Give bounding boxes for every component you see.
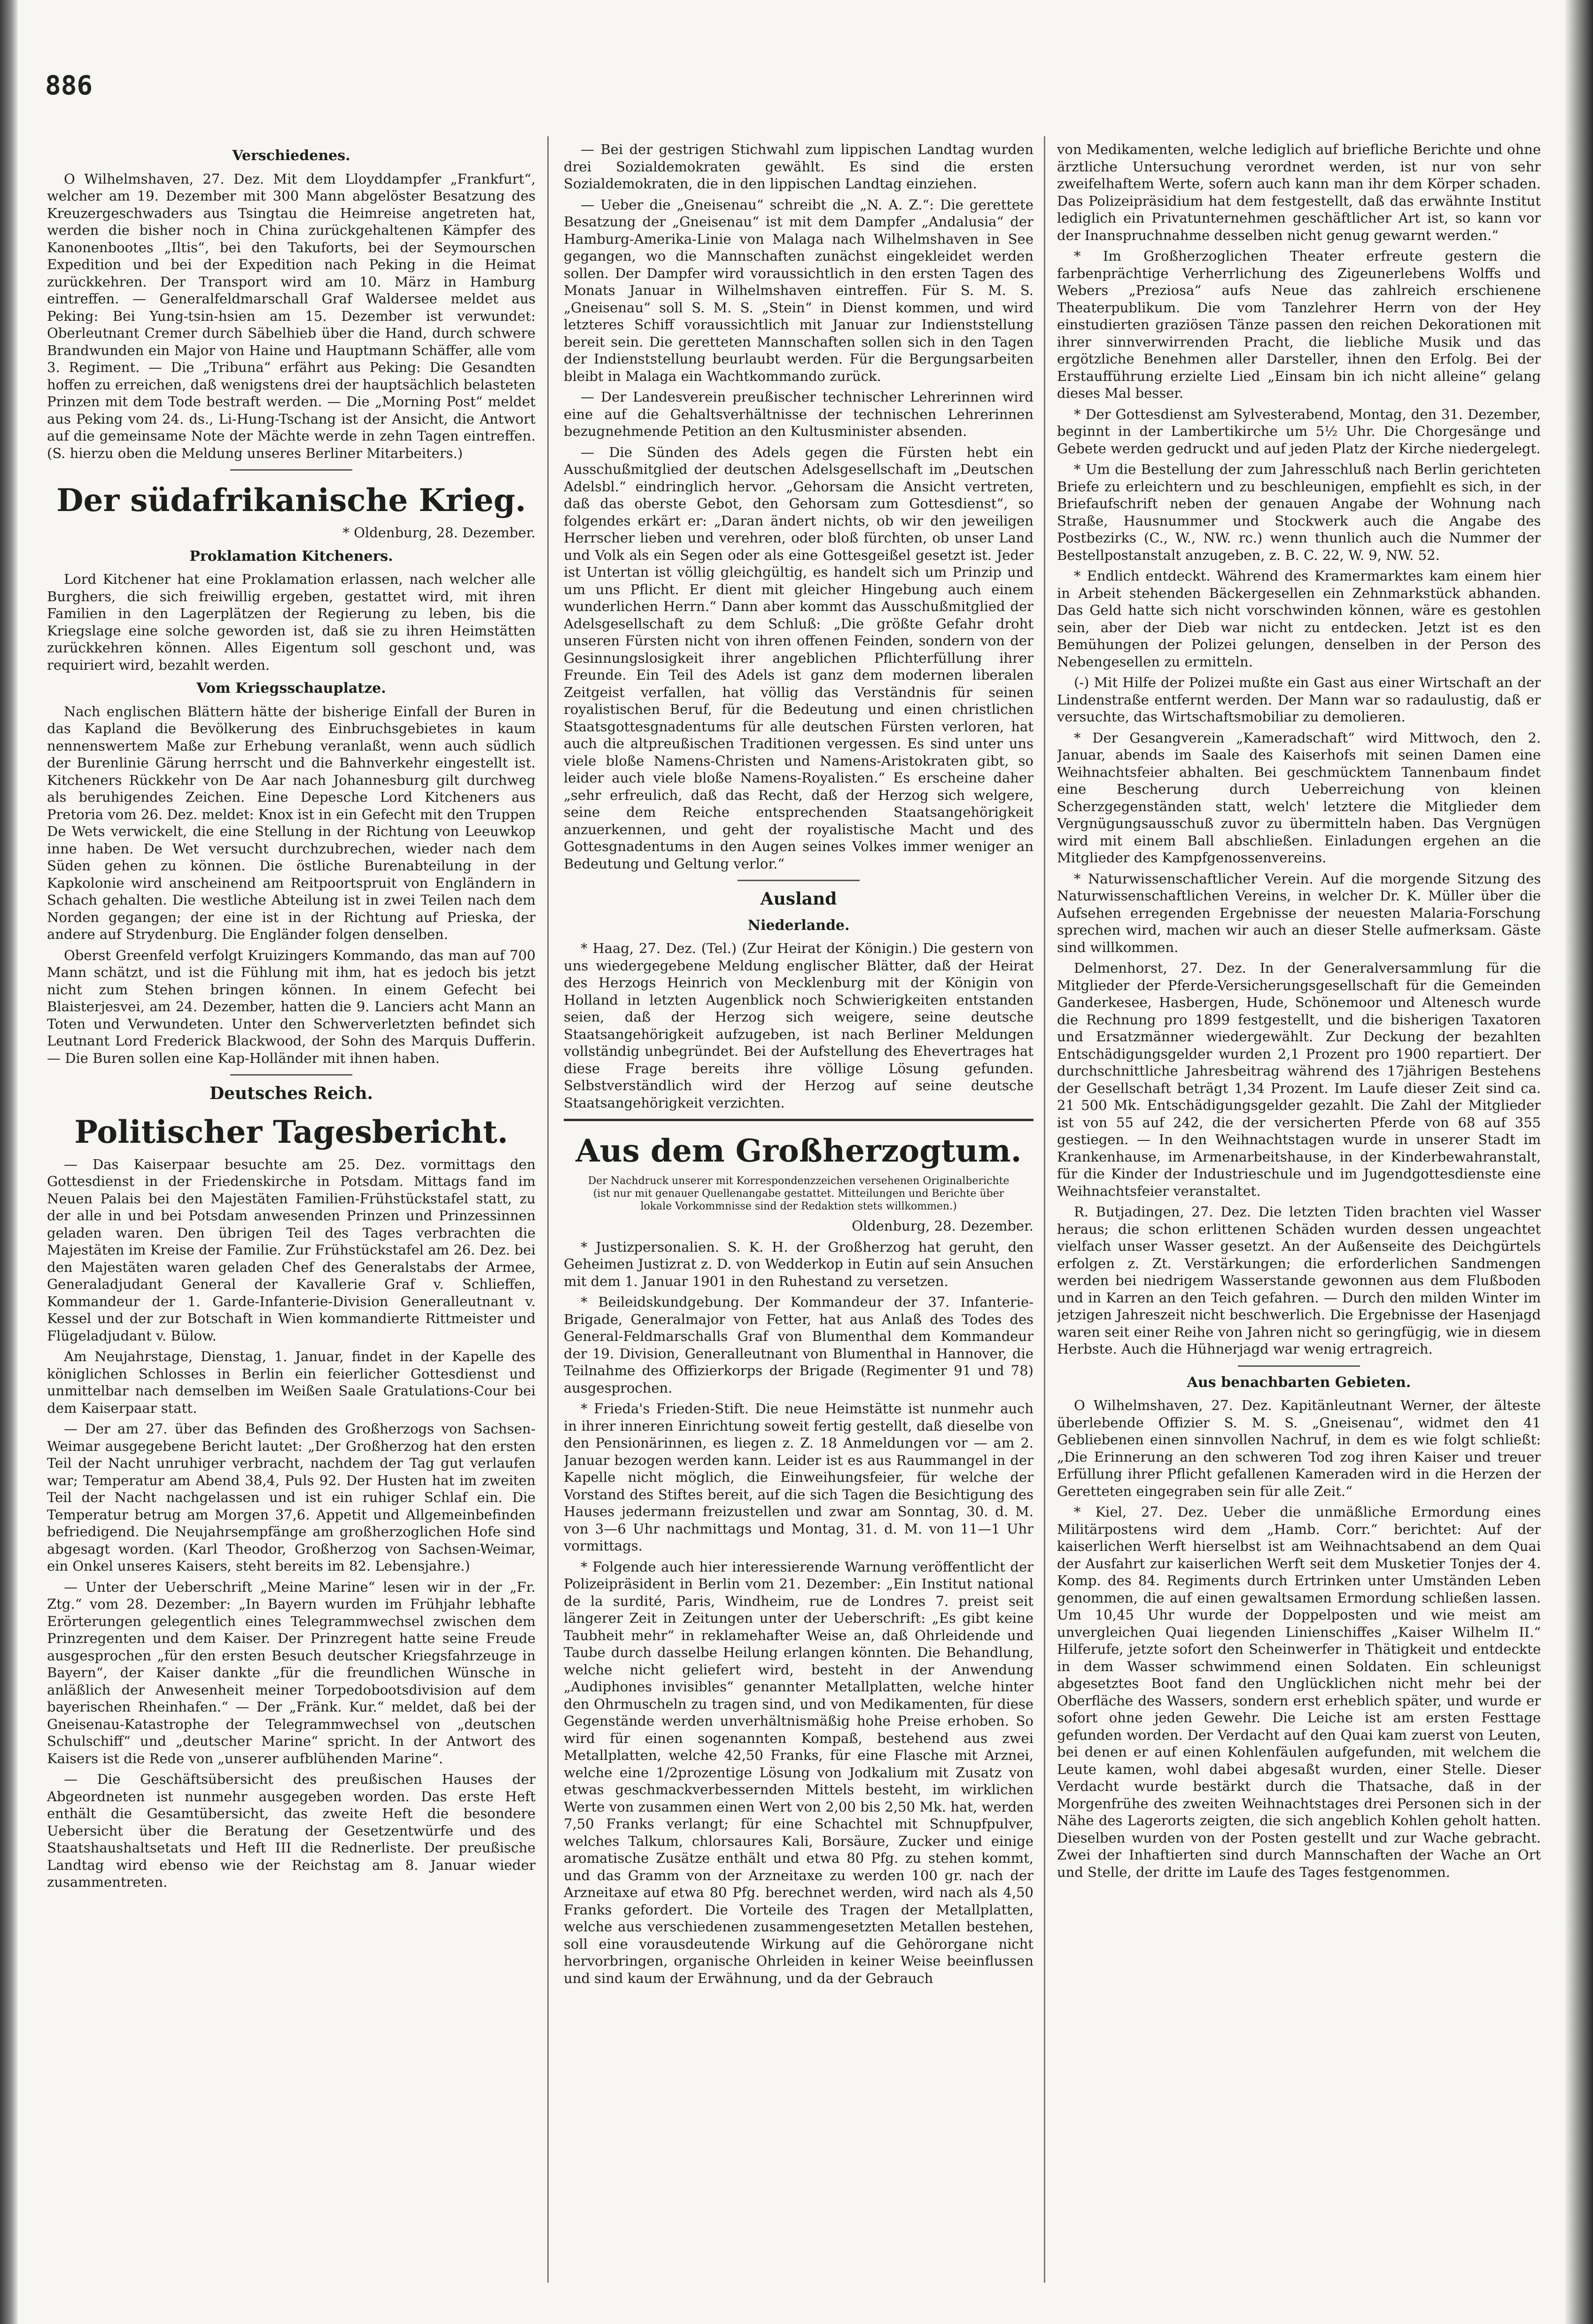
article-paragraph: Nach englischen Blättern hätte der bisherige Einfall der Buren in das Kapland die Bevölkerung des Einbruchsgebietes in kaum nennenswertem Maße zur Erhebung veranlaßt, wenn auch südlich der Burenlinie Gärung herrscht und die Bahnverkehr eingestellt ist. Kitcheners Rückkehr von De Aar nach Johannesburg gilt durchweg als beruhigendes Zeichen. Eine Depesche Lord Kitcheners aus Pretoria vom 26. Dez. meldet: Knox ist in ein Gefecht mit den Truppen De Wets verwickelt, die eine Stellung in der Richtung von Leeuwkop inne haben. De Wet versucht durchzubrechen, wieder nach dem Süden gehen zu können. Die östliche Burenabteilung in der Kapkolonie wird anscheinend am Reitpoortspruit von Engländern in Schach gehalten. Die westliche Abteilung ist in zwei Teilen nach dem Norden gegangen; der eine ist in der Richtung auf Prieska, der andere auf Strydenburg. Die Engländer folgen denselben. — [47, 703, 536, 942]
subheading-proklamation: Proklamation Kitcheners. — [189, 548, 393, 565]
article-paragraph: — Die Geschäftsübersicht des preußischen Hauses der Abgeordneten ist nunmehr ausgegeben worden. Das erste Heft enthält die Gesamtübersicht, das zweite Heft die besondere Uebersicht über die Beratung der Gesetzentwürfe und des Staatshaushaltsetats und Heft III die Rednerliste. Der preußische Landtag wird ebenso wie der Reichstag am 8. Januar wieder zusammentreten. — [47, 1771, 536, 1890]
column-right — [1057, 141, 1541, 2283]
subheading-kriegsschauplatz: Vom Kriegsschauplatze. — [196, 680, 386, 697]
section-heading-nachbar: Aus benachbarten Gebieten. — [1187, 1374, 1411, 1391]
article-paragraph: Am Neujahrstage, Dienstag, 1. Januar, findet in der Kapelle des königlichen Schlosses in Berlin ein feierlicher Gottesdienst und unmittelbar nach demselben im Weißen Saale Gratulations-Cour bei dem Kaiserpaar statt. — [47, 1348, 536, 1416]
article-paragraph: * Justizpersonalien. S. K. H. der Großherzog hat geruht, den Geheimen Justizrat z. D. von Wedderkop in Eutin auf sein Ansuchen mit dem 1. Januar 1901 in den Ruhestand zu versetzen. — [564, 1239, 1034, 1289]
article-paragraph: — Der Landesverein preußischer technischer Lehrerinnen wird eine auf die Gehaltsverhältnisse der technischen Lehrerinnen bezugnehmende Petition an den Kultusminister absenden. — [564, 389, 1034, 439]
article-paragraph: O Wilhelmshaven, 27. Dez. Mit dem Lloyddampfer „Frankfurt“, welcher am 19. Dezember mit 300 Mann abgelöster Besatzung des Kreuzergeschwaders aus Tsingtau die Heimreise angetreten hat, werden die bisher noch in China zurückgehaltenen Kämpfer des Kanonenbootes „Iltis“, bei den Takuforts, bei der Seymourschen Expedition und bei der Expedition nach Peking in die Heimat zurückkehren. Der Transport wird am 10. März in Hamburg eintreffen. — Generalfeldmarschall Graf Waldersee meldet aus Peking: Bei Yung-tsin-hsien am 15. Dezember ist verwundet: Oberleutnant Cremer durch Säbelhieb über die Hand, durch schwere Brandwunden ein Major von Haine und Hauptmann Schäffer, alle vom 3. Regiment. — Die „Tribuna“ erfährt aus Peking: Die Gesandten hoffen zu erreichen, daß wenigstens drei der hauptsächlich belasteten Prinzen mit dem Tode bestraft werden. — Die „Morning Post“ meldet aus Peking vom 24. ds., Li-Hung-Tschang ist der Ansicht, die Antwort auf die gemeinsame Note der Mächte werde in zehn Tagen eintreffen. (S. hierzu oben die Meldung unseres Berliner Mitarbeiters.) — [47, 170, 536, 461]
dateline: * Oldenburg, 28. Dezember. — [342, 525, 536, 541]
article-paragraph: * Der Gottesdienst am Sylvesterabend, Montag, den 31. Dezember, beginnt in der Lambertikirche um 5½ Uhr. Die Chorgesänge und Gebete werden gedruckt und auf jeden Platz der Kirche niedergelegt. — [1057, 406, 1541, 457]
article-paragraph: — Ueber die „Gneisenau“ schreibt die „N. A. Z.“: Die gerettete Besatzung der „Gneisenau“ ist mit dem Dampfer „Andalusia“ der Hamburg-Amerika-Linie von Malaga nach Wilhelmshaven in See gegangen, wo die Mannschaften zunächst eingekleidet werden sollen. Der Dampfer wird voraussichtlich in den ersten Tagen des Monats Januar in Wilhelmshaven eintreffen. Für S. M. S. „Gneisenau“ soll S. M. S. „Stein“ in Dienst kommen, und wird letzteres Schiff voraussichtlich mit Januar zur Indienststellung bereit sein. Die geretteten Mannschaften sollen sich in den Tagen der Indienststellung beurlaubt werden. Für die Bergungsarbeiten bleibt in Malaga ein Wachtkommando zurück. — [564, 196, 1034, 384]
divider — [230, 1074, 352, 1076]
column-middle — [564, 141, 1034, 2283]
divider — [738, 880, 860, 881]
section-heading-verschiedenes: Verschiedenes. — [232, 147, 350, 164]
column-rule — [547, 136, 549, 2283]
section-heading-reich: Deutsches Reich. — [209, 1084, 373, 1103]
divider — [1238, 1365, 1360, 1367]
article-paragraph: Oberst Greenfeld verfolgt Kruizingers Kommando, das man auf 700 Mann schätzt, und ist die Fühlung mit ihm, hat es jedoch bis jetzt nicht zum Stehen bringen können. In einem Gefecht bei Blaisterjesvei, am 24. Dezember, hatten die 9. Lanciers acht Mann an Toten und Verwundeten. Unter den Schwerverletzten befindet sich Leutnant Lord Frederick Blackwood, der Sohn des Marquis Dufferin. — Die Buren sollen eine Kap-Holländer mit ihnen haben. — [47, 947, 536, 1066]
article-paragraph: — Der am 27. über das Befinden des Großherzogs von Sachsen-Weimar ausgegebene Bericht lautet: „Der Großherzog hat den ersten Teil der Nacht unruhiger verbracht, nachdem der Tag gut verlaufen war; Temperatur am Abend 38,4, Puls 92. Der Husten hat im zweiten Teil der Nacht nachgelassen und ist ein ruhiger Schlaf ein. Die Temperatur betrug am Morgen 37,6. Appetit und Allgemeinbefinden befriedigend. Die Neujahrsempfänge am großherzoglichen Hofe sind abgesagt worden. (Karl Theodor, Großherzog von Sachsen-Weimar, ein Onkel unseres Kaisers, steht bereits im 82. Lebensjahre.) — [47, 1421, 536, 1574]
scan-edge-right — [1565, 0, 1593, 2324]
article-paragraph: Lord Kitchener hat eine Proklamation erlassen, nach welcher alle Burghers, die sich freiwillig ergeben, gestattet wird, mit ihren Familien in den Lagerplätzen der Regierung zu leben, bis die Kriegslage eine solche geworden ist, daß sie zu ihren Heimstätten zurückkehren können. Alles Eigentum soll geschont und, was requiriert wird, bezahlt werden. — [47, 571, 536, 673]
divider — [230, 469, 352, 471]
article-paragraph: * Endlich entdeckt. Während des Kramermarktes kam einem hier in Arbeit stehenden Bäckergesellen ein Zehnmarkstück abhanden. Das Geld hatte sich nicht vorschwinden können, wäre es gestohlen sein, aber der Dieb war nicht zu entdecken. Jetzt ist es den Bemühungen der Polizei gelungen, denselben in der Person des Nebengesellen zu ermitteln. — [1057, 568, 1541, 670]
divider — [564, 1119, 1034, 1121]
article-paragraph: * Beileidskundgebung. Der Kommandeur der 37. Infanterie-Brigade, Generalmajor von Fetter, hat aus Anlaß des Todes des General-Feldmarschalls Graf von Blumenthal dem Kommandeur der 19. Division, Generalleutnant von Blumenthal in Hannover, die Teilnahme des Offizierkorps der Brigade (Regimenter 91 und 78) ausgesprochen. — [564, 1294, 1034, 1396]
section-heading-krieg: Der südafrikanische Krieg. — [56, 482, 526, 519]
article-paragraph: * Naturwissenschaftlicher Verein. Auf die morgende Sitzung des Naturwissenschaftlichen Vereins, in welcher Dr. K. Müller über die Aufsehen erregenden Ergebnisse der neuesten Malaria-Forschung sprechen wird, machen wir auch an dieser Stelle aufmerksam. Gäste sind willkommen. — [1057, 870, 1541, 955]
article-paragraph: Delmenhorst, 27. Dez. In der Generalversammlung für die Mitglieder der Pferde-Versicherungsgesellschaft für die Gemeinden Ganderkesee, Hasbergen, Hude, Schönemoor und Altenesch wurde die Rechnung pro 1899 festgestellt, und die bisherigen Taxatoren und Ersatzmänner wiedergewählt. Zur Deckung der bezahlten Entschädigungsgelder wurden 2,1 Prozent pro 1900 repartiert. Der durchschnittliche Jahresbeitrag während des 17jährigen Bestehens der Gesellschaft beträgt 1,34 Prozent. Im Laufe dieser Zeit sind ca. 21 500 Mk. Entschädigungsgelder gezahlt. Die Zahl der Mitglieder ist von 55 auf 242, die der versicherten Pferde von 68 auf 355 gestiegen. — In den Weihnachtstagen wurde in unserer Stadt im Krankenhause, im Armenarbeitshause, in der Kinderbewahranstalt, für die Kinder der Industrieschule und im Jugendgottesdienste eine Weihnachtsfeier veranstaltet. — [1057, 960, 1541, 1199]
scan-edge-left — [0, 0, 18, 2324]
article-paragraph: (-) Mit Hilfe der Polizei mußte ein Gast aus einer Wirtschaft an der Lindenstraße entfernt werden. Der Mann war so radaulustig, daß er versuchte, das Wirtschaftsmobiliar zu demolieren. — [1057, 674, 1541, 725]
column-left — [47, 141, 536, 2283]
article-paragraph: — Bei der gestrigen Stichwahl zum lippischen Landtag wurden drei Sozialdemokraten gewählt. Es sind die ersten Sozialdemokraten, die in den lippischen Landtag einziehen. — [564, 141, 1034, 192]
article-paragraph: * Im Großherzoglichen Theater erfreute gestern die farbenprächtige Verherrlichung des Zigeunerlebens Wolffs und Webers „Preziosa“ aufs Neue das zahlreich erschienene Theaterpublikum. Die vom Tanzlehrer Herrn von der Hey einstudierten graziösen Tänze passen den reichen Dekorationen mit ihrer sinnverwirrenden Pracht, die liebliche Musik und das ergötzliche Benehmen aller Darsteller, ihnen den Erfolg. Bei der Erstaufführung erzielte Lied „Einsam bin ich nicht alleine“ gelang dieses Mal besser. — [1057, 248, 1541, 401]
article-paragraph: — Die Sünden des Adels gegen die Fürsten hebt ein Ausschußmitglied der deutschen Adelsgesellschaft im „Deutschen Adelsbl.“ eindringlich hervor. „Gehorsam die Ansicht vertreten, daß das oberste Gebot, den Gehorsam zum Gottesdienst“, so folgendes erkärt er: „Daran ändert nichts, ob wir den jeweiligen Herrscher lieben und verehren, oder bloß fürchten, ob unser Land und Volk als ein Segen oder als eine Gottesgeißel gesetzt ist. Jeder ist Untertan ist völlig gleichgültig, es handelt sich um Prinzip und um uns Pflicht. Er dient mit gleicher Hingebung auch einem wunderlichen Herrn.“ Dann aber kommt das Ausschußmitglied der Adelsgesellschaft zu dem Schluß: „Die größte Gefahr droht unseren Fürsten nicht von ihren offenen Feinden, sondern von der Gesinnungslosigkeit ihrer angeblichen Pflichterfüllung ihrer Freunde. Ein Teil des Adels ist ganz dem modernen liberalen Zeitgeist verfallen, hat völlig das Verständnis für seinen royalistischen Beruf, für die Bedeutung und einen christlichen Staatsgottesgnadentums für alle deutschen Fürsten verloren, hat auch die altpreußischen Traditionen vergessen. Es sind unter uns viele bloße Namens-Christen und Namens-Aristokraten gibt, so leider auch viele bloße Namens-Royalisten.“ Es erscheine daher „sehr erfreulich, daß das Recht, daß der Herzog sich welgere, seine dem Reiche entsprechenden Staatsangehörigkeit anzuerkennen, und geht der royalistische Macht und des Gottesgnadentums in den Augen seines Volkes immer weniger an Bedeutung und Geltung verlor.“ — [564, 444, 1034, 872]
subheading-niederlande: Niederlande. — [747, 917, 850, 934]
article-paragraph: O Wilhelmshaven, 27. Dez. Kapitänleutnant Werner, der älteste überlebende Offizier S. M. S. „Gneisenau“, widmet den 41 Gebliebenen einen sinnvollen Nachruf, in dem es wie folgt schließt: „Die Erinnerung an den schweren Tod zog ihren Kaiser und treuer Erfüllung ihrer Pflicht gefallenen Kameraden wird in die Herzen der Geretteten eingegraben sein für alle Zeit.“ — [1057, 1397, 1541, 1499]
article-paragraph: * Frieda's Frieden-Stift. Die neue Heimstätte ist nunmehr auch in ihrer inneren Einrichtung soweit fertig gestellt, daß dieselbe von den Pensionärinnen, es liegen z. Z. 18 Anmeldungen vor — am 2. Januar bezogen werden kann. Leider ist es aus Raummangel in der Kapelle nicht möglich, die Einweihungsfeier, für welche der Vorstand des Stiftes bereit, auf die sich Tagen die Besichtigung des Hauses jedermann freizustellen und zwar am Sonntag, 30. d. M. von 3—6 Uhr nachmittags und Montag, 31. d. M. von 11—1 Uhr vormittags. — [564, 1401, 1034, 1554]
section-heading-tagesbericht: Politischer Tagesbericht. — [74, 1113, 508, 1150]
article-paragraph: R. Butjadingen, 27. Dez. Die letzten Tiden brachten viel Wasser heraus; die schon erlittenen Schäden wurden dessen ungeachtet vielfach unser Wasser gesetzt. An der Außenseite des Deichgürtels erfolgen z. Zt. Verstärkungen; die erforderlichen Sandmengen werden bei niedrigem Wasserstande gewonnen aus dem Flußboden und in Karren an den Teich gefahren. — Durch den milden Winter im jetzigen Jahreszeit nicht beschwerlich. Die Ergebnisse der Hasenjagd waren seit einer Reihe von Jahren nicht so geringfügig, wie in diesem Herbste. Auch die Hühnerjagd war wenig ertragreich. — [1057, 1204, 1541, 1357]
article-paragraph: * Um die Bestellung der zum Jahresschluß nach Berlin gerichteten Briefe zu erleichtern und zu beschleunigen, empfiehlt es sich, in der Briefaufschrift neben der genauen Angabe der Wohnung nach Straße, Hausnummer und Stockwerk auch die Angabe des Postbezirks (C., W., NW. rc.) wenn thunlich auch die Nummer der Bestellpostanstalt anzugeben, z. B. C. 22, W. 9, NW. 52. — [1057, 461, 1541, 563]
dateline: Oldenburg, 28. Dezember. — [852, 1218, 1034, 1234]
article-paragraph: * Der Gesangverein „Kameradschaft“ wird Mittwoch, den 2. Januar, abends im Saale des Kaiserhofs mit seinen Damen eine Weihnachtsfeier abhalten. Bei geschmücktem Tannenbaum findet eine Bescherung durch Ueberreichung von kleinen Scherzgegenständen statt, welch' letztere die Mitglieder dem Vergnügungsausschuß zuvor zu übermitteln haben. Das Vergnügen wird mit einem Ball abschließen. Einladungen ergehen an die Mitglieder des Kampfgenossenvereins. — [1057, 729, 1541, 866]
article-paragraph: — Das Kaiserpaar besuchte am 25. Dez. vormittags den Gottesdienst in der Friedenskirche in Potsdam. Mittags fand im Neuen Palais bei den Majestäten Familien-Frühstückstafel statt, zu der alle in und bei Potsdam anwesenden Prinzen und Prinzessinnen geladen waren. Den übrigen Teil des Tages verbrachten die Majestäten im Kreise der Familie. Zur Frühstückstafel am 26. Dez. bei den Majestäten waren geladen Chef des Generalstabs der Armee, Generaladjudant General der Kavallerie Graf v. Schlieffen, Kommandeur der 1. Garde-Infanterie-Division Generalleutnant v. Kessel und der zur Botschaft in Wien kommandierte Rittmeister und Flügeladjudant v. Bülow. — [47, 1156, 536, 1344]
article-paragraph: * Haag, 27. Dez. (Tel.) (Zur Heirat der Königin.) Die gestern von uns wiedergegebene Meldung englischer Blätter, daß der Heirat des Herzogs Heinrich von Mecklenburg mit der Königin von Holland in letzten Augenblick noch Schwierigkeiten entstanden seien, daß der Herzog sich weigere, seine deutsche Staatsangehörigkeit aufzugeben, ist nach Berliner Meldungen vollständig unbegründet. Bei der Aufstellung des Ehevertrages hat diese Frage bereits ihre völlige Lösung gefunden. Selbstverständlich wird der Herzog auf seine deutsche Staatsangehörigkeit verzichten. — [564, 940, 1034, 1111]
reprint-note: Der Nachdruck unserer mit Korrespondenzzeichen versehenen Originalberichte (ist nur mit genauer Quellenangabe gestattet. Mitteilungen und Berichte über lokale Vorkommnisse sind der Redaktion stets willkommen.) — [588, 1175, 1010, 1212]
section-heading-grossherzogtum: Aus dem Großherzogtum. — [575, 1132, 1022, 1169]
page-number: 886 — [45, 70, 93, 101]
section-heading-ausland: Ausland — [760, 889, 837, 909]
column-rule — [1044, 136, 1045, 2283]
article-paragraph: * Folgende auch hier interessierende Warnung veröffentlicht der Polizeipräsident in Berlin vom 21. Dezember: „Ein Institut national de la surdité, Paris, Windheim, rue de Londres 7. preist seit längerer Zeit in Zeitungen unter der Ueberschrift: „Es gibt keine Taubheit mehr“ in reklamehafter Weise an, daß Ohrleidende und Taube durch dasselbe Heilung erlangen könnten. Die Behandlung, welche nicht geliefert wird, besteht in der Anwendung „Audiphones invisibles“ genannter Metallplatten, welche hinter den Ohrmuscheln zu tragen sind, und von Medikamenten, für diese Gegenstände werden unverhältnismäßig hohe Preise erhoben. So wird für einen sogenannten Kompaß, bestehend aus zwei Metallplatten, welche 42,50 Franks, für eine Flasche mit Arznei, welche eine 1/2prozentige Lösung von Jodkalium mit Zusatz von etwas geschmackverbessernden Mittels besteht, im wirklichen Werte von zusammen einen Wert von 2,00 bis 2,50 Mk. hat, werden 7,50 Franks verlangt; für eine Schachtel mit Schnupfpulver, welches Talkum, chlorsaures Kali, Borsäure, Zucker und einige aromatische Zusätze enthält und etwa 80 Pfg. zu stehen kommt, und das Gramm von der Arzneitaxe zu werden 100 gr. nach der Arzneitaxe auf etwa 80 Pfg. berechnet werden, wird nach als 4,50 Franks gefordert. Die Vorteile des Tragen der Metallplatten, welche aus verschiedenen zusammengesetzten Metallen bestehen, soll eine vorausdeutende Wirkung auf die Gehörorgane nicht hervorbringen, organische Ohrleiden in keiner Weise beeinflussen und sind kaum der Erwähnung, und da der Gebrauch — [564, 1558, 1034, 1986]
article-paragraph: — Unter der Ueberschrift „Meine Marine“ lesen wir in der „Fr. Ztg.“ vom 28. Dezember: „In Bayern wurden im Frühjahr lebhafte Erörterungen gelegentlich eines Telegrammwechsel zwischen dem Prinzregenten und dem Kaiser. Der Prinzregent hatte seine Freude ausgesprochen „für den ersten Besuch deutscher Kriegsfahrzeuge in Bayern“, der Kaiser dankte „für die freundlichen Wünsche in anläßlich der Anwesenheit meiner Torpedobootsdivision auf dem bayerischen Rheinhafen.“ — Der „Fränk. Kur.“ meldet, daß bei der Gneisenau-Katastrophe der Telegrammwechsel von „deutschen Schulschiff“ und „deutscher Marine“ spricht. In der Antwort des Kaisers ist die Rede von „unserer aufblühenden Marine“. — [47, 1579, 536, 1766]
article-paragraph: von Medikamenten, welche lediglich auf briefliche Berichte und ohne ärztliche Untersuchung verordnet werden, ist nur von sehr zweifelhaftem Werte, sofern auch kann man ihr dem Körper schaden. Das Polizeipräsidium hat dem festgestellt, daß das erwähnte Institut lediglich ein Privatunternehmen geschäftlicher Art ist, so kann vor der Inanspruchnahme desselben nicht genug gewarnt werden.“ — [1057, 141, 1541, 243]
article-paragraph: * Kiel, 27. Dez. Ueber die unmäßliche Ermordung eines Militärpostens wird dem „Hamb. Corr.“ berichtet: Auf der kaiserlichen Werft hierselbst ist am Weihnachtsabend an dem Quai der Ausfahrt zur kaiserlichen Werft seit dem Musketier Tonjes der 4. Komp. des 84. Regiments durch Ertrinken unter Umständen Leben genommen, die auf einen gewaltsamen Ermordung schließen lassen. Um 10,45 Uhr wurde der Doppelposten und wie meist am unvergleichen Quai liegenden Linienschiffes „Kaiser Wilhelm II.“ Hilferufe, jetzte sofort den Scheinwerfer in Thätigkeit und entdeckte in dem Wasser schwimmend einen Soldaten. Ein schleunigst abgesetztes Boot fand den Unglücklichen nicht mehr bei der Oberfläche des Wassers, sondern erst erheblich später, und wurde er sofort ohne jeden Gewehr. Die Leiche ist am ersten Festtage gefunden worden. Der Verdacht auf den Quai kam zuerst von Leuten, bei denen er auf einen Kohlenfäulen aufgefunden, mit welchem die Leute kamen, wohl dabei abgesaßt wurden, einer Stelle. Dieser Verdacht wurde bestärkt durch die Thatsache, daß in der Morgenfrühe des zweiten Weihnachtstages drei Personen sich in der Nähe des Lagerorts zeigten, die sich angeblich Kohlen geholt hatten. Dieselben wurden von der Posten gestellt und zur Wache gebracht. Zwei der Inhaftierten sind durch Mannschaften der Wache an Ort und Stelle, der dritte im Laufe des Tages festgenommen. — [1057, 1504, 1541, 1880]
